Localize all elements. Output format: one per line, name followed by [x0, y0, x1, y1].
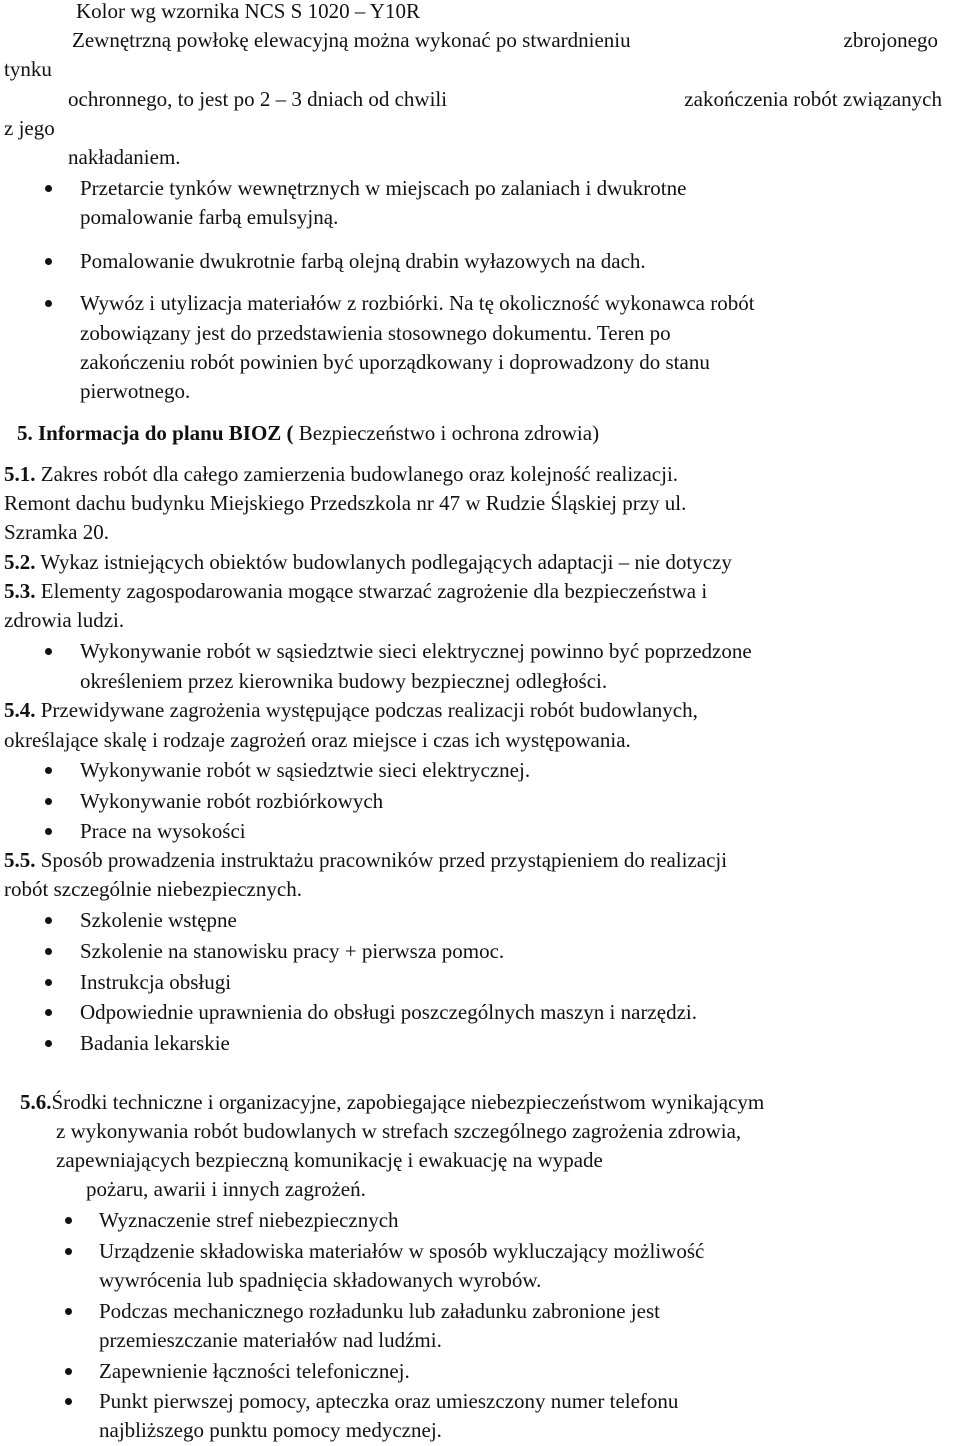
bullet-icon [45, 300, 52, 307]
list-item: Wykonywanie robót w sąsiedztwie sieci elektrycznej powinno być poprzedzone [80, 639, 752, 663]
bullet-icon [45, 258, 52, 265]
list-item-cont: pierwotnego. [80, 379, 191, 403]
section-5-6-line3: zapewniających bezpieczną komunikację i ewakuację na wypade [56, 1148, 603, 1172]
bullet-icon [65, 1398, 72, 1405]
section-5-4-text: Przewidywane zagrożenia występujące podczas realizacji robót budowlanych, [35, 698, 698, 722]
section-5-5-text: Sposób prowadzenia instruktażu pracowników przed przystąpieniem do realizacji [35, 848, 728, 872]
list-item-cont: najbliższego punktu pomocy medycznej. [99, 1418, 442, 1442]
coating-line-3-left: ochronnego, to jest po 2 – 3 dniach od chwili [68, 87, 448, 111]
section-5-6-number: 5.6. [20, 1090, 52, 1114]
list-item-cont: pomalowanie farbą emulsyjną. [80, 205, 339, 229]
section-5-3-number: 5.3. [4, 579, 36, 603]
section-5-1-number: 5.1. [4, 462, 36, 486]
coating-line-3-right: zakończenia robót związanych [684, 87, 942, 111]
bullet-icon [45, 828, 52, 835]
color-line: Kolor wg wzornika NCS S 1020 – Y10R [76, 0, 420, 23]
section-5-2-text: Wykaz istniejących obiektów budowlanych podlegających adaptacji – nie dotyczy [35, 550, 732, 574]
bullet-icon [65, 1248, 72, 1255]
list-item: Szkolenie na stanowisku pracy + pierwsza pomoc. [80, 939, 505, 963]
list-item: Odpowiednie uprawnienia do obsługi poszczególnych maszyn i narzędzi. [80, 1000, 697, 1024]
bullet-icon [65, 1368, 72, 1375]
section-5-6-line4: pożaru, awarii i innych zagrożeń. [86, 1177, 366, 1201]
list-item-cont: zobowiązany jest do przedstawienia stosownego dokumentu. Teren po [80, 321, 671, 345]
section-5-2 [4, 548, 732, 578]
coating-line-5: nakładaniem. [68, 145, 181, 169]
list-item-cont: określeniem przez kierownika budowy bezpiecznej odległości. [80, 669, 608, 693]
section-5-1-line2: Remont dachu budynku Miejskiego Przedszkola nr 47 w Rudzie Śląskiej przy ul. [4, 491, 687, 515]
list-item: Prace na wysokości [80, 819, 246, 843]
section-5-1-text: Zakres robót dla całego zamierzenia budowlanego oraz kolejność realizacji. [35, 462, 679, 486]
coating-line-1 [72, 26, 938, 56]
section-5-2-number: 5.2. [4, 550, 36, 574]
list-item: Szkolenie wstępne [80, 908, 237, 932]
bullet-icon [45, 648, 52, 655]
bullet-icon [65, 1217, 72, 1224]
list-item: Wyznaczenie stref niebezpiecznych [99, 1208, 399, 1232]
list-item: Urządzenie składowiska materiałów w sposób wykluczający możliwość [99, 1239, 705, 1263]
coating-line-4: z jego [4, 116, 55, 140]
list-item: Instrukcja obsługi [80, 970, 232, 994]
section-5-6-line2: z wykonywania robót budowlanych w strefach szczególnego zagrożenia zdrowia, [56, 1119, 742, 1143]
list-item: Wykonywanie robót rozbiórkowych [80, 789, 384, 813]
section-5-4 [4, 696, 698, 726]
bullet-icon [45, 798, 52, 805]
section-5-6 [20, 1088, 764, 1118]
bullet-icon [45, 917, 52, 924]
list-item: Przetarcie tynków wewnętrznych w miejscach po zalaniach i dwukrotne [80, 176, 687, 200]
bullet-icon [65, 1308, 72, 1315]
list-item: Wykonywanie robót w sąsiedztwie sieci elektrycznej. [80, 758, 531, 782]
section-5-3-text: Elementy zagospodarowania mogące stwarzać zagrożenie dla bezpieczeństwa i [35, 579, 708, 603]
section-5-heading-rest: Bezpieczeństwo i ochrona zdrowia) [293, 421, 600, 445]
section-5-3-line2: zdrowia ludzi. [4, 608, 125, 632]
list-item: Punkt pierwszej pomocy, apteczka oraz umieszczony numer telefonu [99, 1389, 679, 1413]
section-5-4-number: 5.4. [4, 698, 36, 722]
bullet-icon [45, 948, 52, 955]
section-5-5-number: 5.5. [4, 848, 36, 872]
section-5-heading [17, 419, 599, 449]
bullet-icon [45, 1009, 52, 1016]
list-item-cont: przemieszczanie materiałów nad ludźmi. [99, 1328, 442, 1352]
coating-line-1-left: Zewnętrzną powłokę elewacyjną można wykonać po stwardnieniu [72, 28, 631, 52]
list-item: Badania lekarskie [80, 1031, 230, 1055]
list-item: Zapewnienie łączności telefonicznej. [99, 1359, 410, 1383]
section-5-5-line2: robót szczególnie niebezpiecznych. [4, 877, 302, 901]
section-5-1-line3: Szramka 20. [4, 520, 109, 544]
coating-line-3 [68, 85, 942, 115]
list-item: Wywóz i utylizacja materiałów z rozbiórki. Na tę okoliczność wykonawca robót [80, 291, 755, 315]
coating-line-1-right: zbrojonego [843, 28, 938, 52]
list-item: Podczas mechanicznego rozładunku lub załadunku zabronione jest [99, 1299, 660, 1323]
bullet-icon [45, 185, 52, 192]
section-5-1 [4, 460, 678, 490]
section-5-5 [4, 846, 727, 876]
list-item-cont: zakończeniu robót powinien być uporządkowany i doprowadzony do stanu [80, 350, 710, 374]
section-5-heading-bold: 5. Informacja do planu BIOZ ( [17, 421, 294, 445]
section-5-6-text: Środki techniczne i organizacyjne, zapobiegające niebezpieczeństwom wynikającym [51, 1090, 765, 1114]
list-item-cont: wywrócenia lub spadnięcia składowanych wyrobów. [99, 1268, 542, 1292]
bullet-icon [45, 979, 52, 986]
section-5-3 [4, 577, 707, 607]
coating-line-2: tynku [4, 57, 52, 81]
bullet-icon [45, 767, 52, 774]
list-item: Pomalowanie dwukrotnie farbą olejną drabin wyłazowych na dach. [80, 249, 646, 273]
section-5-4-line2: określające skalę i rodzaje zagrożeń oraz miejsce i czas ich występowania. [4, 728, 631, 752]
bullet-icon [45, 1040, 52, 1047]
